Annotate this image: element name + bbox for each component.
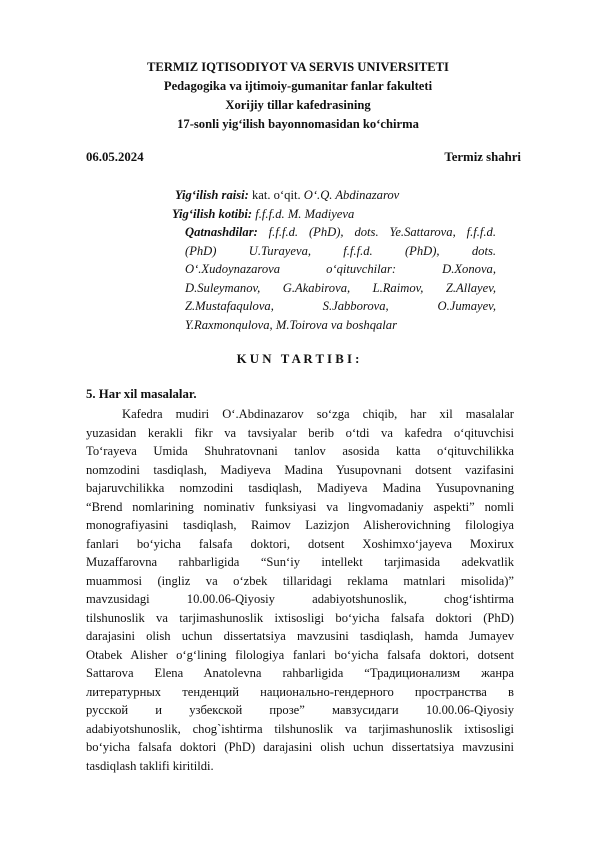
body-line: Sattarova Elena Anatolevna rahbarligida “Традиционализм жанра: [86, 666, 514, 680]
participants-line: D.Suleymanov, G.Akabirova, L.Raimov, Z.Allayev,: [185, 280, 496, 295]
body-line: tilshunoslik va tarjimashunoslik ixtisosligi bo‘yicha falsafa doktori (PhD): [86, 610, 514, 625]
body-line: литературных тенденций национально-гендерного пространства в: [86, 684, 514, 699]
body-line: “Brend nomlarining nominativ funksiyasi va lingvomadaniy aspekti” nomli: [86, 499, 514, 514]
participants-line: Y.Raxmonqulova, M.Toirova va boshqalar: [185, 317, 398, 332]
document-header: [0, 58, 596, 134]
meeting-date: 06.05.2024: [86, 150, 144, 164]
participants-line: (PhD) U.Turayeva, f.f.f.d. (PhD), dots.: [185, 243, 496, 258]
body-line: mavzusidagi 10.00.06-Qiyosiy adabiyotshunoslik, chog‘ishtirma: [86, 592, 514, 606]
body-line: русской и узбекской прозе” мавзусидаги 10.00.06-Qiyosiy: [86, 703, 514, 717]
section-title: 5. Har xil masalalar.: [86, 387, 197, 401]
body-line: darajasini olish uchun dissertatsiya mavzusini tasdiqlash, hamda Jumayev: [86, 629, 514, 643]
body-line: To‘rayeva Umida Shuhratovnani tanlov asosida katta o‘qituvchilikka: [86, 444, 514, 458]
participants-line: f.f.f.d. (PhD), dots. Ye.Sattarova, f.f.f.d.: [257, 225, 496, 239]
body-line: monografiyasini tasdiqlash, Raimov Lazizjon Alisherovichning filologiya: [86, 518, 514, 532]
body-line: bo‘yicha falsafa doktori (PhD) darajasini olish uchun dissertatsiya mavzusini: [86, 740, 514, 754]
body-line: bajaruvchilikka nomzodini tasdiqlash, Madiyeva Madina Yusupovnaning: [86, 481, 514, 495]
secretary-name: f.f.f.d. M. Madiyeva: [255, 206, 355, 221]
faculty-name: Pedagogika va ijtimoiy-gumanitar fanlar fakulteti: [163, 79, 433, 93]
agenda-title: K U N T A R T I B I :: [236, 352, 360, 366]
chair-title: kat. o‘qit.: [251, 188, 301, 202]
participants-line: Z.Mustafaqulova, S.Jabborova, O.Jumayev,: [185, 299, 496, 313]
body-line: Muzaffarovna rahbarligida “Sun‘iy intellekt tarjimasida adekvatlik: [86, 555, 514, 569]
body-line: Otabek Alisher o‘g‘lining filologiya fanlari bo‘yicha falsafa doktori, dotsent: [86, 647, 514, 662]
body-line: muammosi (ingliz va o‘zbek tillaridagi reklama matnlari misolida)”: [86, 573, 514, 588]
secretary-label: Yig‘ilish kotibi:: [172, 206, 253, 221]
participants-row-1: [175, 223, 496, 242]
chair-name: O‘.Q. Abdinazarov: [303, 188, 400, 202]
body-line: adabiyotshunoslik, chog`ishtirma tilshunoslik va tarjimashunoslik ixtisosligi: [86, 721, 514, 736]
participants-label: Qatnashdilar:: [185, 225, 258, 239]
protocol-title: 17-sonli yig‘ilish bayonnomasidan ko‘chirma: [177, 117, 419, 131]
chair-label: Yig‘ilish raisi:: [175, 188, 249, 202]
university-name: TERMIZ IQTISODIYOT VA SERVIS UNIVERSITETI: [147, 60, 449, 74]
section-body: [86, 405, 514, 775]
meeting-city: Termiz shahri: [444, 150, 521, 164]
department-name: Xorijiy tillar kafedrasining: [225, 98, 371, 112]
participants-line: O‘.Xudoynazarova o‘qituvchilar: D.Xonova,: [185, 262, 496, 276]
body-line: fanlari bo‘yicha falsafa doktori, dotsent Xoshimxo‘jayeva Moxirux: [86, 536, 514, 551]
chair-row: [175, 186, 496, 205]
attendance-block: [172, 186, 496, 334]
secretary-row: [172, 205, 496, 224]
body-line: Kafedra mudiri O‘.Abdinazarov so‘zga chiqib, har xil masalalar: [122, 407, 514, 421]
body-line: nomzodini tasdiqlash, Madiyeva Madina Yusupovnani dotsent vazifasini: [86, 462, 514, 477]
body-line: yuzasidan kerakli fikr va tavsiyalar berib o‘tdi va kafedra o‘qituvchisi: [86, 425, 514, 440]
body-line: tasdiqlash taklifi kiritildi.: [86, 758, 214, 773]
